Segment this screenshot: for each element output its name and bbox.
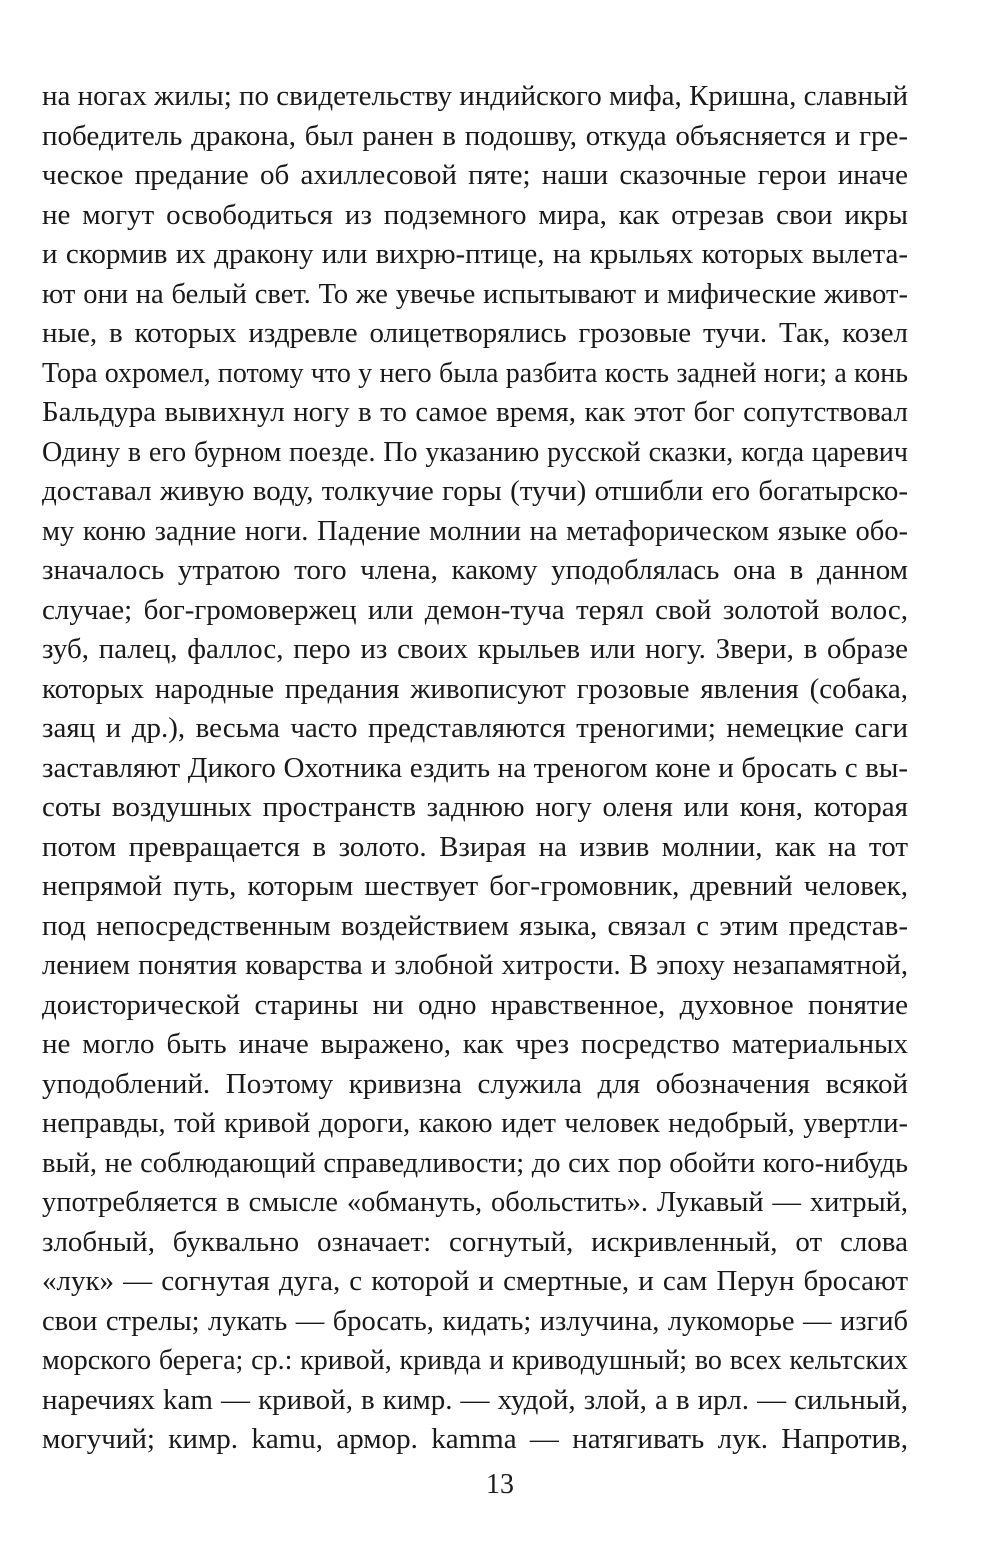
text-line: неправды, той кривой дороги, какою идет человек недобрый, увертли- — [42, 1108, 908, 1139]
body-text — [42, 77, 908, 1460]
text-line: соты воздушных пространств заднюю ногу оленя или коня, которая — [42, 791, 908, 823]
text-line: и скормив их дракону или вихрю-птице, на крыльях которых вылета- — [42, 238, 908, 270]
text-line: уподоблений. Поэтому кривизна служила для обозначения всякой — [42, 1067, 908, 1100]
text-line: не могут освободиться из подземного мира, как отрезав свои икры — [42, 198, 908, 231]
text-line: заяц и др.), весьма часто представляются треногими; немецкие саги — [42, 712, 908, 744]
text-line: под непосредственным воздействием языка, связал с этим представ- — [42, 909, 908, 942]
text-line: которых народные предания живописуют грозовые явления (собака, — [42, 672, 908, 705]
text-line: вый, не соблюдающий справедливости; до сих пор обойти кого-нибудь — [42, 1147, 908, 1179]
text-line: непрямой путь, которым шествует бог-громовник, древний человек, — [42, 870, 908, 902]
text-line: случае; бог-громовержец или демон-туча терял свой золотой волос, — [42, 593, 908, 626]
text-line: ют они на белый свет. То же увечье испытывают и мифические живот- — [42, 278, 908, 310]
text-line: заставляют Дикого Охотника ездить на треногом коне и бросать с вы- — [42, 751, 908, 784]
text-line: свои стрелы; лукать — бросать, кидать; излучина, лукоморье — изгиб — [42, 1305, 908, 1337]
text-line: «лук» — согнутая дуга, с которой и смертные, и сам Перун бросают — [42, 1265, 908, 1297]
text-line: лением понятия коварства и злобной хитрости. В эпоху незапамятной, — [42, 950, 908, 981]
text-line: победитель дракона, был ранен в подошву, откуда объясняется и гре- — [42, 119, 908, 152]
text-line: морского берега; ср.: кривой, кривда и криводушный; во всех кельтских — [42, 1345, 908, 1376]
text-line: не могло быть иначе выражено, как чрез посредство материальных — [42, 1028, 908, 1060]
text-line: му коню задние ноги. Падение молнии на метафорическом языке обо- — [42, 515, 908, 547]
text-line: Бальдура вывихнул ногу в то самое время, как этот бог сопутствовал — [42, 396, 908, 428]
text-line: доставал живую воду, толкучие горы (тучи) отшибли его богатырско- — [42, 475, 908, 507]
text-line: Тора охромел, потому что у него была разбита кость задней ноги; а конь — [42, 357, 908, 389]
text-line: доисторической старины ни одно нравственное, духовное понятие — [42, 988, 908, 1021]
text-line: могучий; кимр. kamu, армор. kamma — натягивать лук. Напротив, — [42, 1423, 908, 1455]
text-line: значалось утратою того члена, какому уподоблялась она в данном — [42, 554, 908, 586]
text-line: потом превращается в золото. Взирая на извив молнии, как на тот — [42, 830, 908, 863]
text-line: ческое предание об ахиллесовой пяте; наши сказочные герои иначе — [42, 159, 908, 191]
text-line: наречиях kam — кривой, в кимр. — худой, злой, а в ирл. — сильный, — [42, 1383, 908, 1416]
text-line: употребляется в смысле «обмануть, обольстить». Лукавый — хитрый, — [42, 1187, 908, 1218]
text-line: ные, в которых издревле олицетворялись грозовые тучи. Так, козел — [42, 317, 908, 349]
text-line: на ногах жилы; по свидетельству индийского мифа, Кришна, славный — [42, 80, 908, 112]
text-line: зуб, палец, фаллос, перо из своих крыльев или ногу. Звери, в образе — [42, 633, 908, 665]
text-line: злобный, буквально означает: согнутый, искривленный, от слова — [42, 1225, 908, 1258]
text-line: Одину в его бурном поезде. По указанию русской сказки, когда царевич — [42, 436, 908, 468]
page-number: 13 — [486, 1469, 514, 1500]
